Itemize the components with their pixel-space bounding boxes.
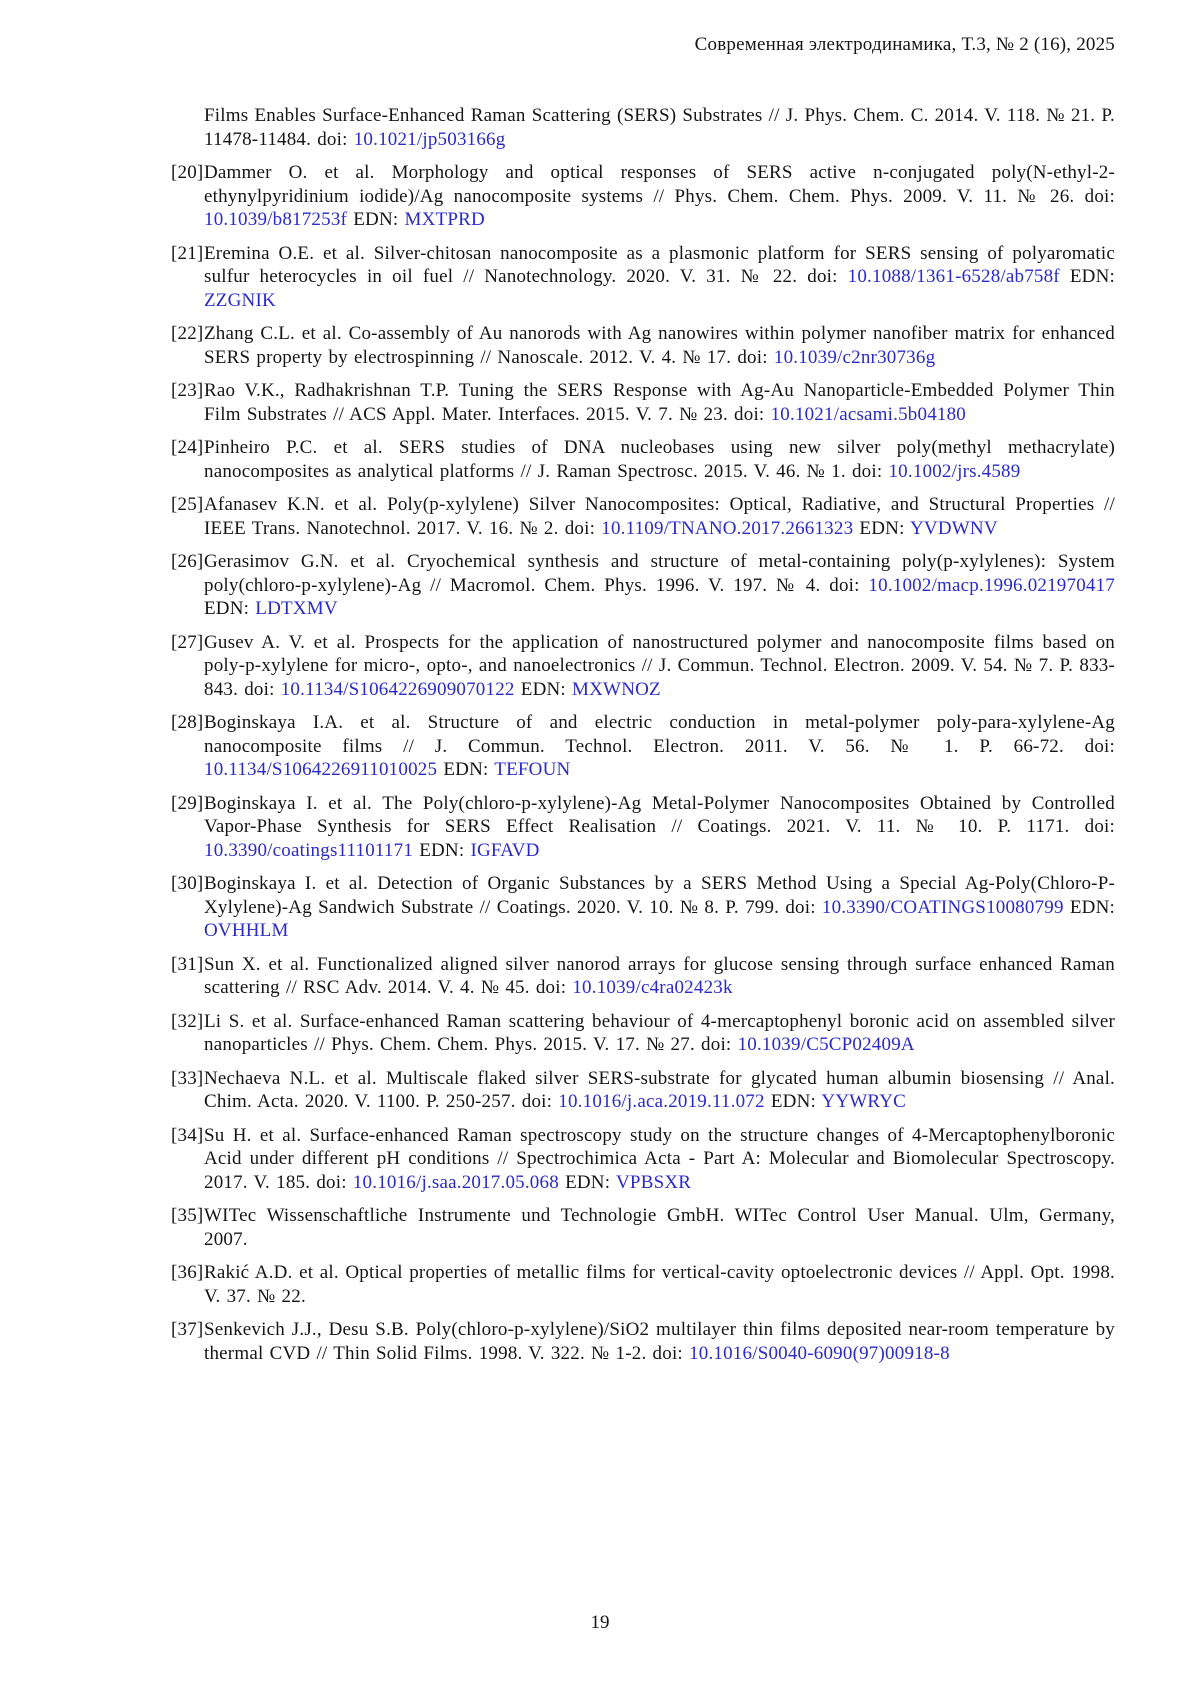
reference-item <box>171 436 1115 483</box>
reference-link[interactable]: 10.1021/acsami.5b04180 <box>770 403 966 425</box>
references-list <box>171 104 1116 1375</box>
reference-link[interactable]: 10.1109/TNANO.2017.2661323 <box>601 517 854 539</box>
reference-number: [30] <box>171 873 204 894</box>
reference-link[interactable]: 10.1039/c4ra02423k <box>572 977 733 998</box>
reference-link[interactable]: VPBSXR <box>616 1171 692 1193</box>
reference-item <box>171 792 1115 863</box>
reference-number: [32] <box>171 1010 204 1032</box>
reference-text: Boginskaya I. et al. The Poly(chloro-p-xylylene)-Ag Metal-Polymer Nanocomposites Obtained by Controlled Vapor-Phase Synthesis for SERS Effect Realisation // Coatings. 2021. V. 11. № 10. P. 1171. doi: <box>204 792 1115 837</box>
reference-item <box>171 1067 1115 1114</box>
reference-number: [29] <box>171 792 204 814</box>
reference-number: [24] <box>171 437 204 458</box>
reference-link[interactable]: 10.1002/macp.1996.021970417 <box>868 574 1115 596</box>
reference-text: EDN: <box>558 1171 617 1193</box>
reference-text: Nechaeva N.L. et al. Multiscale flaked silver SERS-substrate for glycated human albumin biosensing // Anal. Chim. Acta. 2020. V. 1100. P. 250-257. doi: <box>204 1067 1115 1112</box>
reference-link[interactable]: LDTXMV <box>255 598 338 619</box>
reference-text: EDN: <box>514 678 573 700</box>
reference-item <box>171 1010 1115 1057</box>
reference-number: [31] <box>171 953 204 975</box>
reference-text: Zhang C.L. et al. Co-assembly of Au nanorods with Ag nanowires within polymer nanofiber matrix for enhanced SERS property by electrospinning // Nanoscale. 2012. V. 4. № 17. doi: <box>204 323 1115 368</box>
reference-item <box>171 550 1115 621</box>
reference-text: Boginskaya I. et al. Detection of Organic Substances by a SERS Method Using a Special Ag-Poly(Chloro-P-Xylylene)-Ag Sandwich Substrate // Coatings. 2020. V. 10. № 8. P. 799. doi: <box>204 873 1115 918</box>
reference-number: [28] <box>171 712 204 733</box>
reference-item <box>171 379 1115 426</box>
reference-text: Afanasev K.N. et al. Poly(p-xylylene) Silver Nanocomposites: Optical, Radiative, and Structural Properties // IEEE Trans. Nanotechnol. 2017. V. 16. № 2. doi: <box>204 494 1115 539</box>
reference-text: Pinheiro P.C. et al. SERS studies of DNA nucleobases using new silver poly(methyl methacrylate) nanocomposites as analytical platforms // J. Raman Spectrosc. 2015. V. 46. № 1. doi: <box>204 437 1115 482</box>
reference-number: [36] <box>171 1262 204 1283</box>
reference-number: [37] <box>171 1319 204 1340</box>
reference-number: [25] <box>171 494 204 515</box>
reference-text: Gusev A. V. et al. Prospects for the application of nanostructured polymer and nanocomposite films based on poly-p-xylylene for micro-, opto-, and nanoelectronics // J. Commun. Technol. Electron. 2009. V. 54. № 7. P. 833-843. doi: <box>204 631 1115 700</box>
reference-text: EDN: <box>347 209 405 230</box>
reference-link[interactable]: YYWRYC <box>821 1091 907 1112</box>
reference-text: Rao V.K., Radhakrishnan T.P. Tuning the SERS Response with Ag-Au Nanoparticle-Embedded Polymer Thin Film Substrates // ACS Appl. Mater. Interfaces. 2015. V. 7. № 23. doi: <box>204 380 1115 425</box>
reference-text: Eremina O.E. et al. Silver-chitosan nanocomposite as a plasmonic platform for SERS sensing of polyaromatic sulfur heterocycles in oil fuel // Nanotechnology. 2020. V. 31. № 22. doi: <box>204 242 1115 287</box>
reference-link[interactable]: IGFAVD <box>470 839 540 861</box>
reference-text: EDN: <box>1059 266 1116 287</box>
reference-link[interactable]: 10.3390/COATINGS10080799 <box>821 896 1064 918</box>
reference-number: [33] <box>171 1067 204 1089</box>
reference-link[interactable]: 10.1021/jp503166g <box>353 128 506 150</box>
reference-number: [34] <box>171 1124 204 1146</box>
reference-text: EDN: <box>1063 896 1116 918</box>
reference-text: EDN: <box>764 1091 822 1112</box>
reference-item <box>171 711 1115 782</box>
reference-link[interactable]: 10.1039/c2nr30736g <box>773 346 936 368</box>
reference-item <box>171 493 1115 540</box>
reference-item <box>171 1261 1115 1308</box>
reference-number: [20] <box>171 162 204 183</box>
reference-link[interactable]: TEFOUN <box>494 759 571 780</box>
reference-text: Dammer O. et al. Morphology and optical responses of SERS active n-conjugated poly(N-ethyl-2-ethynylpyridinium iodide)/Ag nanocomposite systems // Phys. Chem. Chem. Phys. 2009. V. 11. № 26. doi: <box>204 162 1115 207</box>
reference-link[interactable]: 10.1002/jrs.4589 <box>888 460 1021 482</box>
reference-link[interactable]: ZZGNIK <box>204 289 276 311</box>
reference-item <box>171 322 1115 369</box>
reference-number: [21] <box>171 242 204 264</box>
reference-item <box>171 1204 1115 1251</box>
reference-number: [35] <box>171 1205 204 1226</box>
page-number: 19 <box>590 1612 610 1633</box>
reference-link[interactable]: 10.1016/j.saa.2017.05.068 <box>352 1171 559 1193</box>
reference-text: Rakić A.D. et al. Optical properties of metallic films for vertical-cavity optoelectronic devices // Appl. Opt. 1998. V. 37. № 22. <box>204 1262 1115 1307</box>
reference-number: [27] <box>171 631 204 653</box>
reference-link[interactable]: YVDWNV <box>910 517 998 539</box>
reference-number: [23] <box>171 380 204 401</box>
reference-text: EDN: <box>853 517 910 539</box>
reference-item <box>171 1318 1115 1365</box>
reference-text: Senkevich J.J., Desu S.B. Poly(chloro-p-xylylene)/SiO2 multilayer thin films deposited near-room temperature by thermal CVD // Thin Solid Films. 1998. V. 322. № 1-2. doi: <box>204 1319 1115 1364</box>
reference-text: EDN: <box>413 839 471 861</box>
reference-link[interactable]: 10.1039/b817253f <box>204 209 348 230</box>
reference-link[interactable]: MXTPRD <box>404 209 485 230</box>
reference-link[interactable]: 10.1134/S1064226909070122 <box>280 678 515 700</box>
reference-number: [26] <box>171 551 204 572</box>
reference-number: [22] <box>171 323 204 344</box>
reference-text: EDN: <box>204 598 256 619</box>
reference-text: EDN: <box>437 759 495 780</box>
reference-link[interactable]: 10.1016/S0040-6090(97)00918-8 <box>689 1342 950 1364</box>
reference-text: Boginskaya I.A. et al. Structure of and electric conduction in metal-polymer poly-para-xylylene-Ag nanocomposite films // J. Commun. Technol. Electron. 2011. V. 56. № 1. P. 66-72. doi: <box>204 712 1115 757</box>
reference-item <box>171 242 1116 313</box>
reference-link[interactable]: 10.1134/S1064226911010025 <box>204 759 438 780</box>
reference-item <box>171 1124 1115 1195</box>
reference-link[interactable]: OVHHLM <box>204 920 289 941</box>
reference-link[interactable]: 10.3390/coatings11101171 <box>204 839 414 861</box>
reference-link[interactable]: 10.1016/j.aca.2019.11.072 <box>558 1091 765 1112</box>
reference-link[interactable]: 10.1039/C5CP02409A <box>737 1034 915 1055</box>
reference-text: Li S. et al. Surface-enhanced Raman scattering behaviour of 4-mercaptophenyl boronic acid on assembled silver nanoparticles // Phys. Chem. Chem. Phys. 2015. V. 17. № 27. doi: <box>204 1010 1115 1055</box>
reference-item <box>171 161 1115 232</box>
reference-text: Gerasimov G.N. et al. Cryochemical synthesis and structure of metal-containing poly(p-xylylenes): System poly(chloro-p-xylylene)-Ag // Macromol. Chem. Phys. 1996. V. 197. № 4. doi: <box>204 551 1115 596</box>
reference-text: Sun X. et al. Functionalized aligned silver nanorod arrays for glucose sensing through surface enhanced Raman scattering // RSC Adv. 2014. V. 4. № 45. doi: <box>204 953 1115 998</box>
reference-text: Su H. et al. Surface-enhanced Raman spectroscopy study on the structure changes of 4-Mercaptophenylboronic Acid under different pH conditions // Spectrochimica Acta - Part A: Molecular and Biomolecular Spectroscopy. 2017. V. 185. doi: <box>204 1124 1115 1193</box>
reference-text: WITec Wissenschaftliche Instrumente und Technologie GmbH. WITec Control User Manual. Ulm, Germany, 2007. <box>204 1205 1115 1250</box>
reference-item <box>171 631 1115 702</box>
reference-link[interactable]: 10.1088/1361-6528/ab758f <box>847 266 1060 287</box>
journal-header: Современная электродинамика, Т.3, № 2 (16), 2025 <box>694 34 1115 55</box>
reference-item <box>204 104 1115 151</box>
reference-item <box>171 872 1116 943</box>
reference-item <box>171 953 1115 1000</box>
reference-text: Films Enables Surface-Enhanced Raman Scattering (SERS) Substrates // J. Phys. Chem. C. 2014. V. 118. № 21. P. 11478-11484. doi: <box>204 105 1115 150</box>
reference-link[interactable]: MXWNOZ <box>572 678 661 700</box>
